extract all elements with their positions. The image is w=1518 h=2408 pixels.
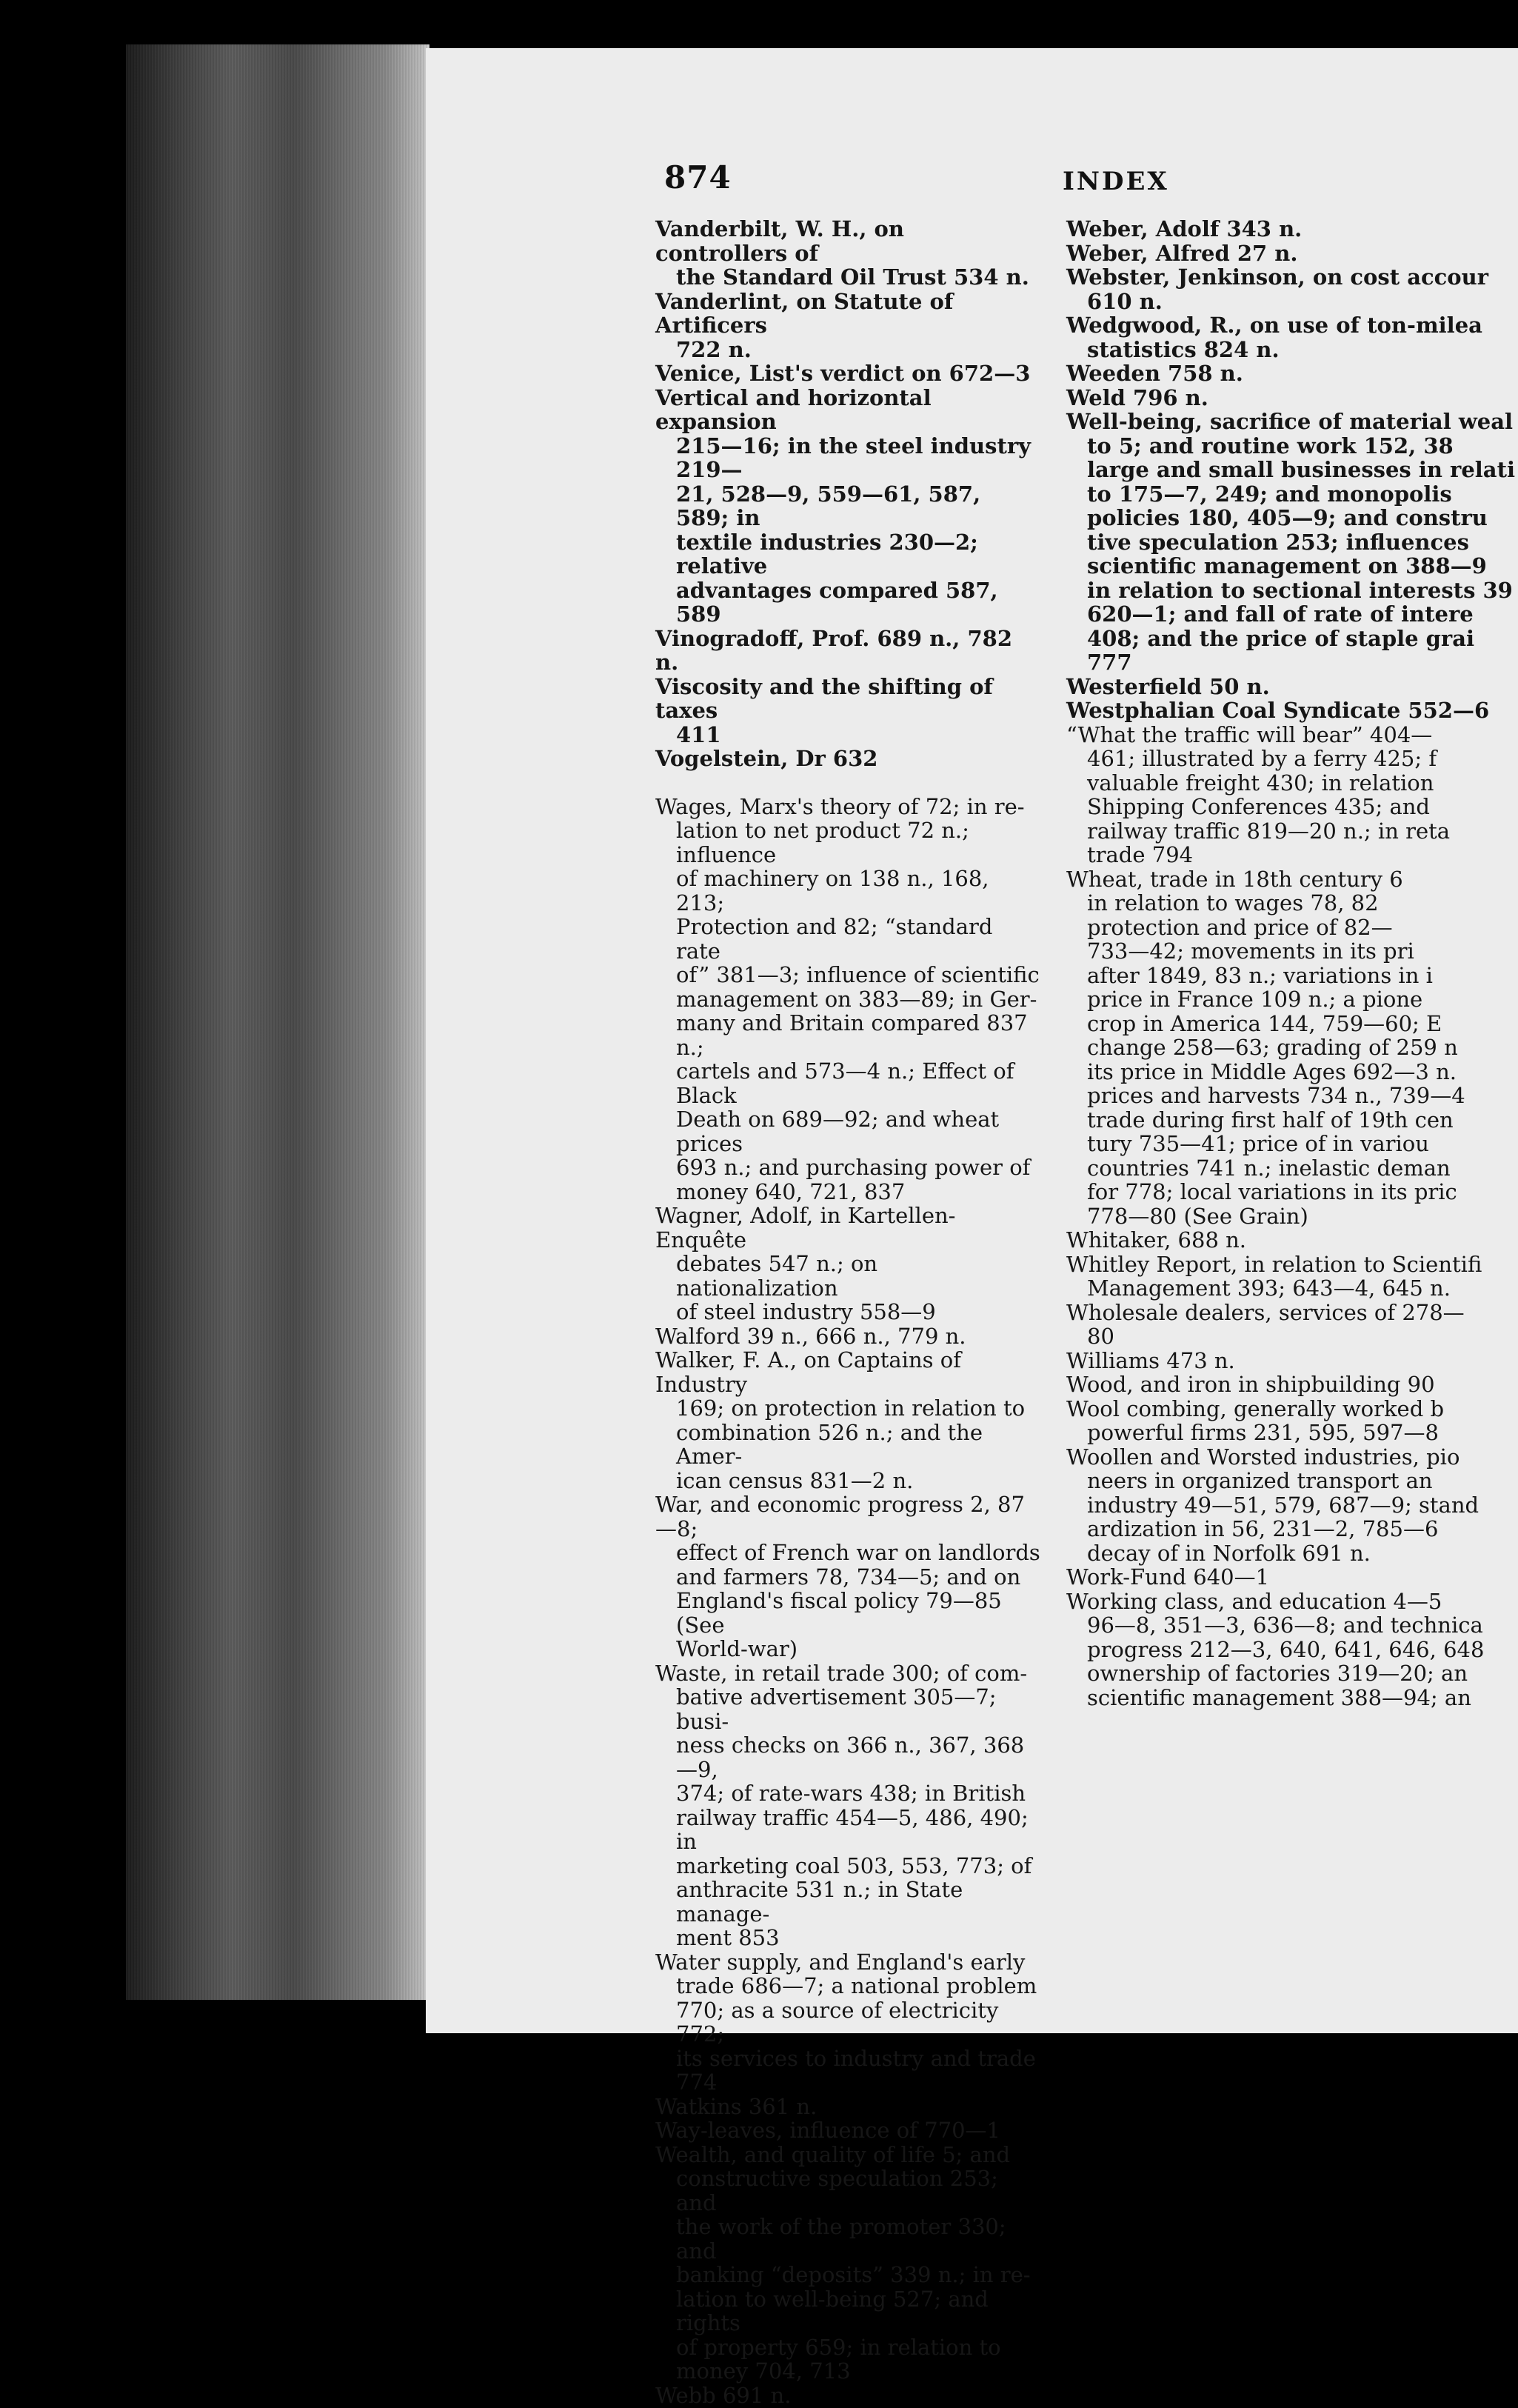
index-line: World-war) [676,1636,798,1661]
index-line: trade 686—7; a national problem [676,1973,1037,1998]
index-line: 610 n. [1087,288,1163,314]
page-number: 874 [664,159,732,196]
index-line: 80 [1087,1324,1114,1349]
index-line: banking “deposits” 339 n.; in re- [676,2262,1031,2287]
index-line: Walker, F. A., on Captains of Industry [655,1347,961,1397]
index-line: trade during first half of 19th cen [1087,1107,1454,1133]
index-line: statistics 824 n. [1087,336,1280,362]
index-line: Viscosity and the shifting of taxes [655,673,993,723]
index-line: its services to industry and trade [676,2045,1036,2071]
index-line: Protection and 82; “standard rate [676,914,993,964]
index-line: progress 212—3, 640, 641, 646, 648 [1087,1636,1485,1662]
index-line: Whitley Report, in relation to Scientifi [1066,1251,1482,1277]
index-line: ment 853 [676,1925,780,1950]
index-line: Vogelstein, Dr 632 [655,746,878,771]
index-line: Williams 473 n. [1066,1347,1235,1373]
index-line: Working class, and education 4—5 [1066,1588,1442,1614]
index-line: to 5; and routine work 152, 38 [1087,433,1454,458]
index-line: effect of French war on landlords [676,1540,1040,1565]
index-line: Wood, and iron in shipbuilding 90 [1066,1372,1435,1397]
index-line: to 175—7, 249; and monopolis [1087,481,1452,507]
index-line: Way-leaves, influence of 770—1 [655,2118,1000,2143]
index-line: in relation to wages 78, 82 [1087,890,1379,915]
index-column-right [1066,217,1518,1710]
index-line: Wealth, and quality of life 5; and [655,2141,1011,2167]
index-line: 408; and the price of staple grai [1087,625,1475,651]
index-line: crop in America 144, 759—60; E [1087,1010,1442,1036]
index-line: of steel industry 558—9 [676,1299,936,1324]
index-line: change 258—63; grading of 259 n [1087,1035,1458,1060]
index-line: 374; of rate-wars 438; in British [676,1781,1026,1806]
index-line: 693 n.; and purchasing power of [676,1155,1031,1180]
index-line: Death on 689—92; and wheat prices [676,1107,1000,1156]
index-line: powerful firms 231, 595, 597—8 [1087,1420,1439,1445]
index-line: advantages compared 587, 589 [676,577,998,627]
index-line: 411 [676,721,721,747]
index-line: after 1849, 83 n.; variations in i [1087,962,1433,988]
index-line: textile industries 230—2; relative [676,529,978,578]
index-line: Weber, Alfred 27 n. [1066,240,1298,266]
index-line: in relation to sectional interests 39 [1087,577,1513,603]
index-line: scientific management on 388—9 [1087,553,1487,578]
index-line: Vanderlint, on Statute of Artificers [655,288,954,338]
index-line: 770; as a source of electricity 772; [676,1997,999,2047]
index-line: 778—80 (See Grain) [1087,1203,1308,1229]
index-line: “What the traffic will bear” 404— [1066,721,1433,747]
index-line: Whitaker, 688 n. [1066,1227,1247,1253]
index-line: Waste, in retail trade 300; of com- [655,1660,1028,1686]
index-line: Vanderbilt, W. H., on controllers of [655,216,904,266]
index-line: valuable freight 430; in relation [1087,770,1434,796]
index-line: Watkins 361 n. [655,2093,817,2119]
index-line: management on 383—89; in Ger- [676,986,1037,1012]
index-line: money 704, 713 [676,2358,851,2384]
index-line: Walford 39 n., 666 n., 779 n. [655,1323,966,1349]
index-line: policies 180, 405—9; and constru [1087,505,1488,530]
index-line: railway traffic 819—20 n.; in reta [1087,818,1451,844]
page-header [426,159,1518,204]
index-line: Woollen and Worsted industries, pio [1066,1444,1460,1470]
index-line: of property 659; in relation to [676,2334,1001,2360]
index-line: 722 n. [676,336,752,362]
index-line: 620—1; and fall of rate of intere [1087,601,1474,627]
index-line: countries 741 n.; inelastic deman [1087,1155,1451,1181]
index-line: ardization in 56, 231—2, 785—6 [1087,1516,1439,1541]
index-line: tury 735—41; price of in variou [1087,1131,1429,1156]
index-line: decay of in Norfolk 691 n. [1087,1540,1371,1566]
index-line: Wedgwood, R., on use of ton-milea [1066,313,1482,338]
index-line: combination 526 n.; and the Amer- [676,1419,983,1469]
index-line: tive speculation 253; influences [1087,529,1469,555]
index-column-left [655,217,1040,2407]
book-spine-edge [126,44,429,2000]
index-line: for 778; local variations in its pric [1087,1179,1457,1204]
index-line: debates 547 n.; on nationalization [676,1251,878,1301]
index-line: 461; illustrated by a ferry 425; f [1087,746,1437,771]
index-line: bative advertisement 305—7; busi- [676,1684,997,1734]
index-line: ness checks on 366 n., 367, 368—9, [676,1732,1025,1782]
index-line: Well-being, sacrifice of material weal [1066,409,1514,434]
index-line: the work of the promoter 330; and [676,2214,1006,2264]
index-line: price in France 109 n.; a pione [1087,987,1423,1012]
index-line: Water supply, and England's early [655,1949,1026,1975]
index-line: of machinery on 138 n., 168, 213; [676,866,989,915]
index-line: 96—8, 351—3, 636—8; and technica [1087,1612,1483,1638]
index-line: England's fiscal policy 79—85 (See [676,1588,1002,1638]
index-line: large and small businesses in relati [1087,457,1516,482]
index-line: money 640, 721, 837 [676,1178,906,1204]
index-line: lation to net product 72 n.; influence [676,818,969,867]
index-line: 21, 528—9, 559—61, 587, 589; in [676,481,981,530]
page-title: INDEX [1063,167,1169,196]
index-line: Weld 796 n. [1066,384,1208,410]
section-gap [655,771,1040,795]
index-line: Wholesale dealers, services of 278— [1066,1299,1465,1325]
index-line: ownership of factories 319—20; an [1087,1661,1468,1686]
index-line: Wages, Marx's theory of 72; in re- [655,793,1025,819]
index-line: protection and price of 82— [1087,914,1393,940]
index-line: 774 [676,2070,718,2095]
index-line: Weber, Adolf 343 n. [1066,216,1303,241]
index-line: Webster, Jenkinson, on cost accour [1066,264,1489,290]
index-line: Webb 691 n. [655,2382,792,2408]
index-line: Vinogradoff, Prof. 689 n., 782 n. [655,625,1012,675]
index-line: Weeden 758 n. [1066,361,1243,386]
index-line: marketing coal 503, 553, 773; of [676,1852,1032,1878]
index-line: 169; on protection in relation to [676,1395,1026,1421]
index-line: Westphalian Coal Syndicate 552—6 [1066,698,1490,723]
index-line: cartels and 573—4 n.; Effect of Black [676,1058,1014,1108]
index-line: scientific management 388—94; an [1087,1684,1471,1710]
index-line: Venice, List's verdict on 672—3 [655,361,1031,386]
index-line: prices and harvests 734 n., 739—4 [1087,1083,1465,1108]
index-line: Wool combing, generally worked b [1066,1395,1445,1421]
index-line: Wagner, Adolf, in Kartellen-Enquête [655,1203,956,1253]
index-line: its price in Middle Ages 692—3 n. [1087,1058,1457,1084]
index-line: Wheat, trade in 18th century 6 [1066,866,1403,892]
index-line: many and Britain compared 837 n.; [676,1010,1028,1060]
index-line: 215—16; in the steel industry 219— [676,433,1031,482]
index-line: Westerfield 50 n. [1066,673,1270,699]
index-line: of” 381—3; influence of scientific [676,962,1040,987]
index-line: railway traffic 454—5, 486, 490; in [676,1804,1029,1854]
index-line: War, and economic progress 2, 87—8; [655,1492,1025,1541]
index-line: Management 393; 643—4, 645 n. [1087,1275,1451,1301]
index-line: Work-Fund 640—1 [1066,1564,1270,1590]
index-line: 777 [1087,650,1132,675]
index-line: industry 49—51, 579, 687—9; stand [1087,1492,1479,1518]
index-line: anthracite 531 n.; in State manage- [676,1877,963,1927]
index-line: neers in organized transport an [1087,1468,1433,1493]
index-line: Shipping Conferences 435; and [1087,794,1430,819]
index-line: constructive speculation 253; and [676,2166,998,2215]
index-line: 733—42; movements in its pri [1087,938,1414,964]
index-line: lation to well-being 527; and rights [676,2286,989,2335]
index-line: trade 794 [1087,842,1194,867]
index-line: ican census 831—2 n. [676,1467,914,1493]
index-line: Vertical and horizontal expansion [655,384,932,434]
book-page [426,48,1518,2408]
index-line: and farmers 78, 734—5; and on [676,1564,1021,1590]
index-line: the Standard Oil Trust 534 n. [676,264,1029,290]
